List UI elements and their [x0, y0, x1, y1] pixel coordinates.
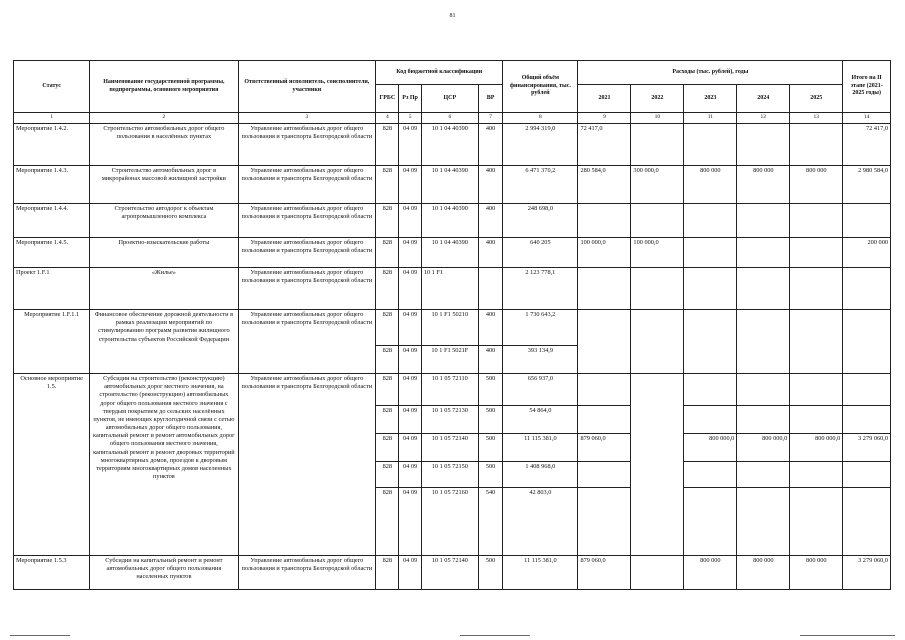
row-total: 11 115 381,0 — [503, 556, 578, 590]
row-grbs: 828 — [376, 346, 399, 374]
row-status: Основное мероприятие 1.5. — [14, 374, 90, 556]
row-2022 — [631, 268, 684, 310]
row-total: 6 471 370,2 — [503, 166, 578, 204]
row-grbs: 828 — [376, 488, 399, 556]
column-number: 12 — [737, 113, 790, 124]
row-status: Мероприятие 1.4.5. — [14, 238, 90, 268]
table-row — [14, 556, 891, 590]
row-2022: 100 000,0 — [631, 238, 684, 268]
row-result — [843, 462, 891, 488]
row-2023 — [684, 462, 737, 488]
row-csr: 10 1 05 72160 — [421, 488, 478, 556]
row-vr: 500 — [478, 434, 502, 462]
header-status: Статус — [14, 61, 90, 113]
row-csr: 10 1 F1 5021F — [421, 346, 478, 374]
row-2025 — [790, 406, 843, 434]
row-total: 1 730 643,2 — [503, 310, 578, 346]
row-vr: 500 — [478, 462, 502, 488]
row-csr: 10 1 05 72140 — [421, 556, 478, 590]
row-result: 2 980 584,0 — [843, 166, 891, 204]
row-2023: 800 000,0 — [684, 434, 737, 462]
row-total: 1 408 968,0 — [503, 462, 578, 488]
header-rzpr: Рз Пр — [399, 85, 421, 113]
row-2021: 879 060,0 — [578, 434, 631, 462]
row-csr: 10 1 04 40390 — [421, 166, 478, 204]
table-row — [14, 166, 891, 204]
row-name: Строительство автодорог к объектам агропромышленного комплекса — [90, 204, 238, 238]
row-rzpr: 04 09 — [399, 124, 421, 166]
row-2021 — [578, 374, 631, 406]
row-2021: 72 417,0 — [578, 124, 631, 166]
row-csr: 10 1 04 40390 — [421, 124, 478, 166]
row-grbs: 828 — [376, 166, 399, 204]
row-vr: 400 — [478, 124, 502, 166]
row-rzpr: 04 09 — [399, 488, 421, 556]
column-number: 3 — [238, 113, 376, 124]
row-name: Строительство автомобильных дорог общего пользования в населённых пунктах — [90, 124, 238, 166]
row-grbs: 828 — [376, 310, 399, 346]
row-total: 2 994 319,0 — [503, 124, 578, 166]
row-result — [843, 204, 891, 238]
row-total: 640 205 — [503, 238, 578, 268]
row-2022 — [631, 374, 684, 556]
row-grbs: 828 — [376, 462, 399, 488]
row-grbs: 828 — [376, 556, 399, 590]
row-2022: 300 000,0 — [631, 166, 684, 204]
header-year-2022: 2022 — [631, 85, 684, 113]
header-year-2025: 2025 — [790, 85, 843, 113]
column-number: 6 — [421, 113, 478, 124]
row-result — [843, 374, 891, 406]
column-number: 10 — [631, 113, 684, 124]
table-row — [14, 310, 891, 346]
row-rzpr: 04 09 — [399, 310, 421, 346]
row-2021 — [578, 204, 631, 238]
row-rzpr: 04 09 — [399, 268, 421, 310]
row-2024: 800 000 — [737, 556, 790, 590]
row-2025 — [790, 204, 843, 238]
row-csr: 10 1 04 40390 — [421, 238, 478, 268]
row-2021: 100 000,0 — [578, 238, 631, 268]
row-executor: Управление автомобильных дорог общего пользования и транспорта Белгородской области — [238, 238, 376, 268]
row-status: Мероприятие 1.4.3. — [14, 166, 90, 204]
row-2025 — [790, 462, 843, 488]
row-2023 — [684, 204, 737, 238]
row-vr: 400 — [478, 310, 502, 346]
row-total: 393 134,9 — [503, 346, 578, 374]
row-2025: 800 000 — [790, 556, 843, 590]
row-name: Субсидии на строительство (реконструкцию) автомобильных дорог местного значения, на строительство (реконструкцию) автомобильных дорог общего пользования местного значения с твердым покрытием до сельских населённых пунктов, не имеющих круглогодичной связи с сетью автомобильных дорог общего пользования, капитальный ремонт и ремонт автомобильных дорог общего пользования местного значения, капитальный ремонт и ремонт дворовых территорий многоквартирных домов, проездов к дворовым территориям многоквартирных домов населенных пунктов — [90, 374, 238, 556]
column-number: 5 — [399, 113, 421, 124]
scan-edge-mark — [460, 635, 530, 636]
row-name: Финансовое обеспечение дорожной деятельности в рамках реализации мероприятий по стимулированию программ развития жилищного строительства субъектов Российской Федерации — [90, 310, 238, 374]
row-2024 — [737, 406, 790, 434]
row-result — [843, 310, 891, 374]
row-csr: 10 1 05 72150 — [421, 462, 478, 488]
row-result: 72 417,0 — [843, 124, 891, 166]
column-number: 1 — [14, 113, 90, 124]
row-result: 3 279 060,0 — [843, 556, 891, 590]
row-2025 — [790, 374, 843, 406]
row-csr: 10 1 05 72140 — [421, 434, 478, 462]
row-result: 3 279 060,0 — [843, 434, 891, 462]
row-vr: 400 — [478, 346, 502, 374]
row-2024 — [737, 124, 790, 166]
header-csr: ЦСР — [421, 85, 478, 113]
row-2021 — [578, 462, 631, 488]
row-2021: 280 584,0 — [578, 166, 631, 204]
column-number: 11 — [684, 113, 737, 124]
row-grbs: 828 — [376, 124, 399, 166]
row-grbs: 828 — [376, 406, 399, 434]
row-2025 — [790, 488, 843, 556]
row-rzpr: 04 09 — [399, 462, 421, 488]
header-year-2024: 2024 — [737, 85, 790, 113]
table-row — [14, 204, 891, 238]
row-2024: 800 000 — [737, 166, 790, 204]
row-executor: Управление автомобильных дорог общего пользования и транспорта Белгородской области — [238, 166, 376, 204]
scan-edge-mark — [10, 635, 70, 636]
row-rzpr: 04 09 — [399, 346, 421, 374]
row-2023 — [684, 310, 737, 374]
row-status: Мероприятие 1.F.1.1 — [14, 310, 90, 374]
row-2023 — [684, 374, 737, 406]
table-row — [14, 238, 891, 268]
row-2023: 800 000 — [684, 166, 737, 204]
row-2024 — [737, 268, 790, 310]
row-vr: 500 — [478, 556, 502, 590]
row-name: Субсидии на капитальный ремонт и ремонт автомобильных дорог общего пользования населенных пунктов — [90, 556, 238, 590]
row-vr — [478, 268, 502, 310]
row-name: «Жилье» — [90, 268, 238, 310]
row-csr: 10 1 05 72110 — [421, 374, 478, 406]
row-executor: Управление автомобильных дорог общего пользования и транспорта Белгородской области — [238, 204, 376, 238]
header-year-2021: 2021 — [578, 85, 631, 113]
row-total: 2 123 778,1 — [503, 268, 578, 310]
row-2021 — [578, 488, 631, 556]
column-number: 2 — [90, 113, 238, 124]
row-grbs: 828 — [376, 238, 399, 268]
row-2025 — [790, 124, 843, 166]
row-total: 54 864,0 — [503, 406, 578, 434]
row-2023: 800 000 — [684, 556, 737, 590]
row-status: Мероприятие 1.4.2. — [14, 124, 90, 166]
header-total: Общий объём финансирования, тыс. рублей — [503, 61, 578, 113]
row-2025 — [790, 268, 843, 310]
header-name: Наименование государственной программы, подпрограммы, основного мероприятия — [90, 61, 238, 113]
row-total: 11 115 381,0 — [503, 434, 578, 462]
column-number: 13 — [790, 113, 843, 124]
row-grbs: 828 — [376, 268, 399, 310]
row-2023 — [684, 238, 737, 268]
budget-table — [13, 60, 891, 590]
row-vr: 540 — [478, 488, 502, 556]
row-result — [843, 406, 891, 434]
column-number: 7 — [478, 113, 502, 124]
row-name: Проектно-изыскательские работы — [90, 238, 238, 268]
row-2025: 800 000 — [790, 166, 843, 204]
row-2025 — [790, 238, 843, 268]
row-2024 — [737, 462, 790, 488]
row-csr: 10 1 04 40390 — [421, 204, 478, 238]
row-2021 — [578, 268, 631, 310]
row-executor: Управление автомобильных дорог общего пользования и транспорта Белгородской области — [238, 556, 376, 590]
row-status: Проект 1.F.1 — [14, 268, 90, 310]
table-row — [14, 374, 891, 406]
row-csr: 10 1 05 72130 — [421, 406, 478, 434]
column-number: 8 — [503, 113, 578, 124]
row-2024 — [737, 238, 790, 268]
row-name: Строительство автомобильных дорог в микрорайонах массовой жилищной застройки — [90, 166, 238, 204]
row-2025 — [790, 310, 843, 374]
column-number: 14 — [843, 113, 891, 124]
row-grbs: 828 — [376, 434, 399, 462]
row-2023 — [684, 124, 737, 166]
row-csr: 10 1 F1 — [421, 268, 478, 310]
column-number: 4 — [376, 113, 399, 124]
table-row — [14, 124, 891, 166]
row-2021: 879 060,0 — [578, 556, 631, 590]
row-2022 — [631, 124, 684, 166]
row-2024 — [737, 374, 790, 406]
header-executor: Ответственный исполнитель, соисполнители, участники — [238, 61, 376, 113]
row-result: 200 000 — [843, 238, 891, 268]
row-vr: 400 — [478, 238, 502, 268]
row-status: Мероприятие 1.4.4. — [14, 204, 90, 238]
row-status: Мероприятие 1.5.3 — [14, 556, 90, 590]
row-rzpr: 04 09 — [399, 238, 421, 268]
row-2022 — [631, 310, 684, 374]
header-kbk: Код бюджетной классификации — [376, 61, 503, 85]
row-2023 — [684, 268, 737, 310]
page-number: 81 — [449, 13, 456, 19]
row-rzpr: 04 09 — [399, 556, 421, 590]
row-rzpr: 04 09 — [399, 166, 421, 204]
row-2023 — [684, 406, 737, 434]
row-result — [843, 488, 891, 556]
header-year-2023: 2023 — [684, 85, 737, 113]
row-2024 — [737, 310, 790, 374]
row-rzpr: 04 09 — [399, 204, 421, 238]
row-total: 42 803,0 — [503, 488, 578, 556]
row-2024 — [737, 488, 790, 556]
row-vr: 500 — [478, 374, 502, 406]
row-grbs: 828 — [376, 204, 399, 238]
row-executor: Управление автомобильных дорог общего пользования и транспорта Белгородской области — [238, 124, 376, 166]
header-result: Итого на II этапе (2021-2025 годы) — [843, 61, 891, 113]
row-2025: 800 000,0 — [790, 434, 843, 462]
row-2022 — [631, 204, 684, 238]
row-result — [843, 268, 891, 310]
row-vr: 500 — [478, 406, 502, 434]
row-2022 — [631, 556, 684, 590]
row-csr: 10 1 F1 50210 — [421, 310, 478, 346]
row-rzpr: 04 09 — [399, 434, 421, 462]
row-2024: 800 000,0 — [737, 434, 790, 462]
header-vr: ВР — [478, 85, 502, 113]
header-grbs: ГРБС — [376, 85, 399, 113]
table-row — [14, 268, 891, 310]
row-rzpr: 04 09 — [399, 406, 421, 434]
column-number: 9 — [578, 113, 631, 124]
row-grbs: 828 — [376, 374, 399, 406]
row-executor: Управление автомобильных дорог общего пользования и транспорта Белгородской области — [238, 268, 376, 310]
row-total: 248 698,0 — [503, 204, 578, 238]
row-total: 656 937,0 — [503, 374, 578, 406]
row-2021 — [578, 406, 631, 434]
row-2021 — [578, 310, 631, 374]
row-rzpr: 04 09 — [399, 374, 421, 406]
row-vr: 400 — [478, 166, 502, 204]
row-2024 — [737, 204, 790, 238]
row-vr: 400 — [478, 204, 502, 238]
row-executor: Управление автомобильных дорог общего пользования и транспорта Белгородской области — [238, 374, 376, 556]
row-2023 — [684, 488, 737, 556]
scan-edge-mark — [800, 635, 895, 636]
row-executor: Управление автомобильных дорог общего пользования и транспорта Белгородской области — [238, 310, 376, 374]
header-expenses: Расходы (тыс. рублей), годы — [578, 61, 843, 85]
